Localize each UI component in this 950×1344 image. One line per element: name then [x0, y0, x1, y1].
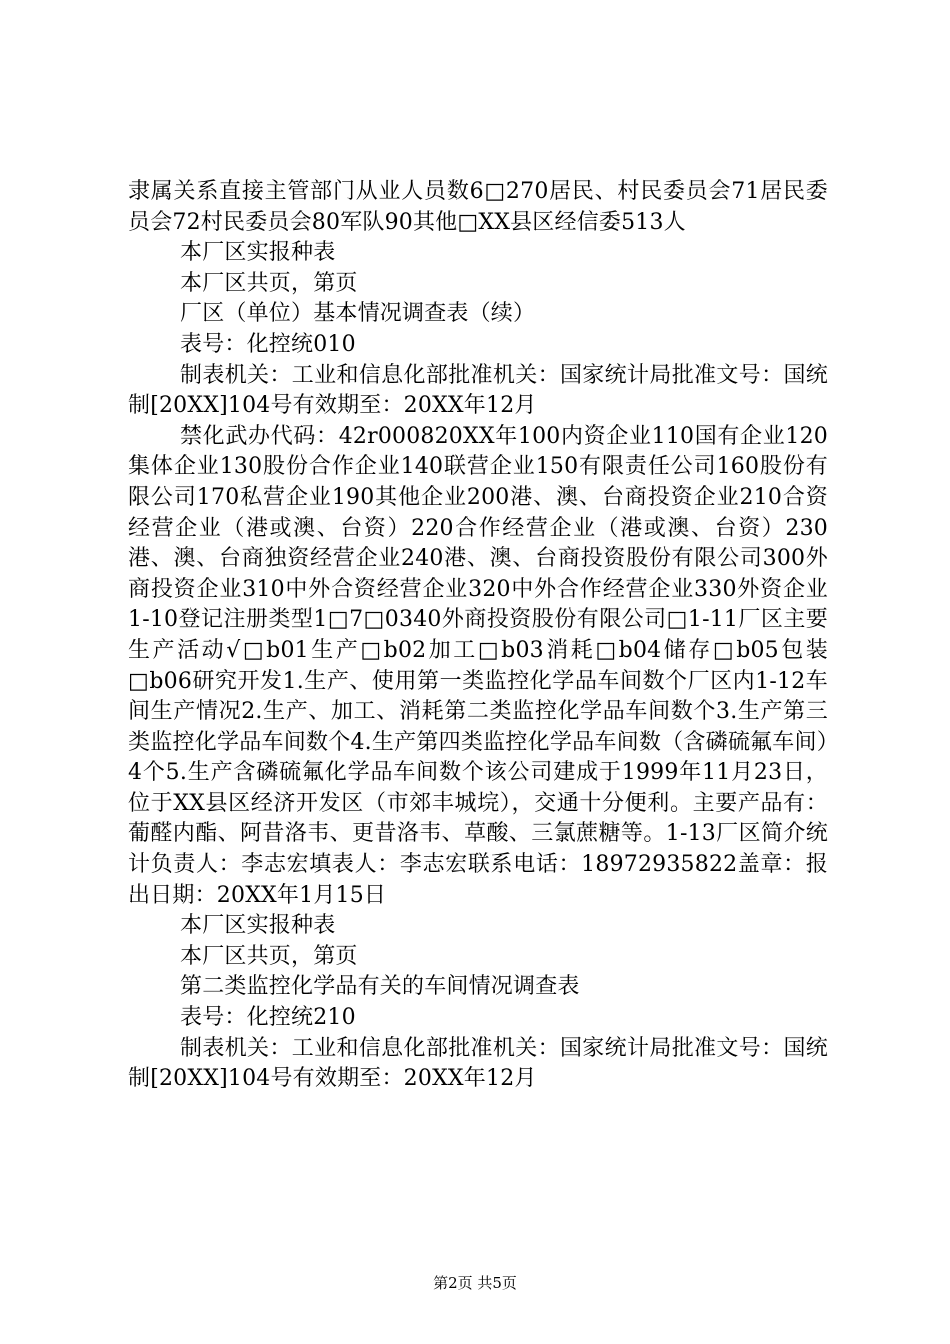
document-body [128, 177, 828, 1095]
paragraph: 本厂区实报种表 [180, 240, 336, 266]
page-number-label: 第2页 共5页 [433, 1274, 517, 1292]
paragraph: 本厂区实报种表 [180, 913, 336, 939]
paragraph: 本厂区共页，第页 [180, 943, 358, 969]
paragraph: 禁化武办代码：42r000820XX年100内资企业110国有企业120集体企业130股份合作企业140联营企业150有限责任公司160股份有限公司170私营企业190其他企业200港、澳、台商投资企业210合资经营企业（港或澳、台资）220合作经营企业（港或澳、台资）230港、澳、台商独资经营企业240港、澳、台商投资股份有限公司300外商投资企业310中外合资经营企业320中外合作经营企业330外资企业1-10登记注册类型1□7□0340外商投资股份有限公司□1-11厂区主要生产活动√□b01生产□b02加工□b03消耗□b04储存□b05包装□b06研究开发1.生产、使用第一类监控化学品车间数个厂区内1-12车间生产情况2.生产、加工、消耗第二类监控化学品车间数个3.生产第三类监控化学品车间数个4.生产第四类监控化学品车间数（含磷硫氟车间）4个5.生产含磷硫氟化学品车间数个该公司建成于1999年11月23日，位于XX县区经济开发区（市郊丰城垸），交通十分便利。主要产品有：葡醛内酯、阿昔洛韦、更昔洛韦、草酸、三氯蔗糖等。1-13厂区简介统计负责人：李志宏填表人：李志宏联系电话：18972935822盖章：报出日期：20XX年1月15日 [128, 423, 828, 908]
paragraph: 表号：化控统010 [180, 331, 356, 357]
paragraph: 表号：化控统210 [180, 1005, 356, 1031]
page-footer [0, 1273, 950, 1293]
paragraph: 隶属关系直接主管部门从业人员数6□270居民、村民委员会71居民委员会72村民委员会80军队90其他□XX县区经信委513人 [128, 179, 828, 235]
paragraph: 制表机关：工业和信息化部批准机关：国家统计局批准文号：国统制[20XX]104号有效期至：20XX年12月 [128, 1035, 828, 1092]
paragraph: 第二类监控化学品有关的车间情况调查表 [180, 974, 580, 1000]
paragraph: 厂区（单位）基本情况调查表（续） [180, 301, 536, 327]
paragraph: 本厂区共页，第页 [180, 270, 358, 296]
paragraph: 制表机关：工业和信息化部批准机关：国家统计局批准文号：国统制[20XX]104号有效期至：20XX年12月 [128, 362, 828, 419]
